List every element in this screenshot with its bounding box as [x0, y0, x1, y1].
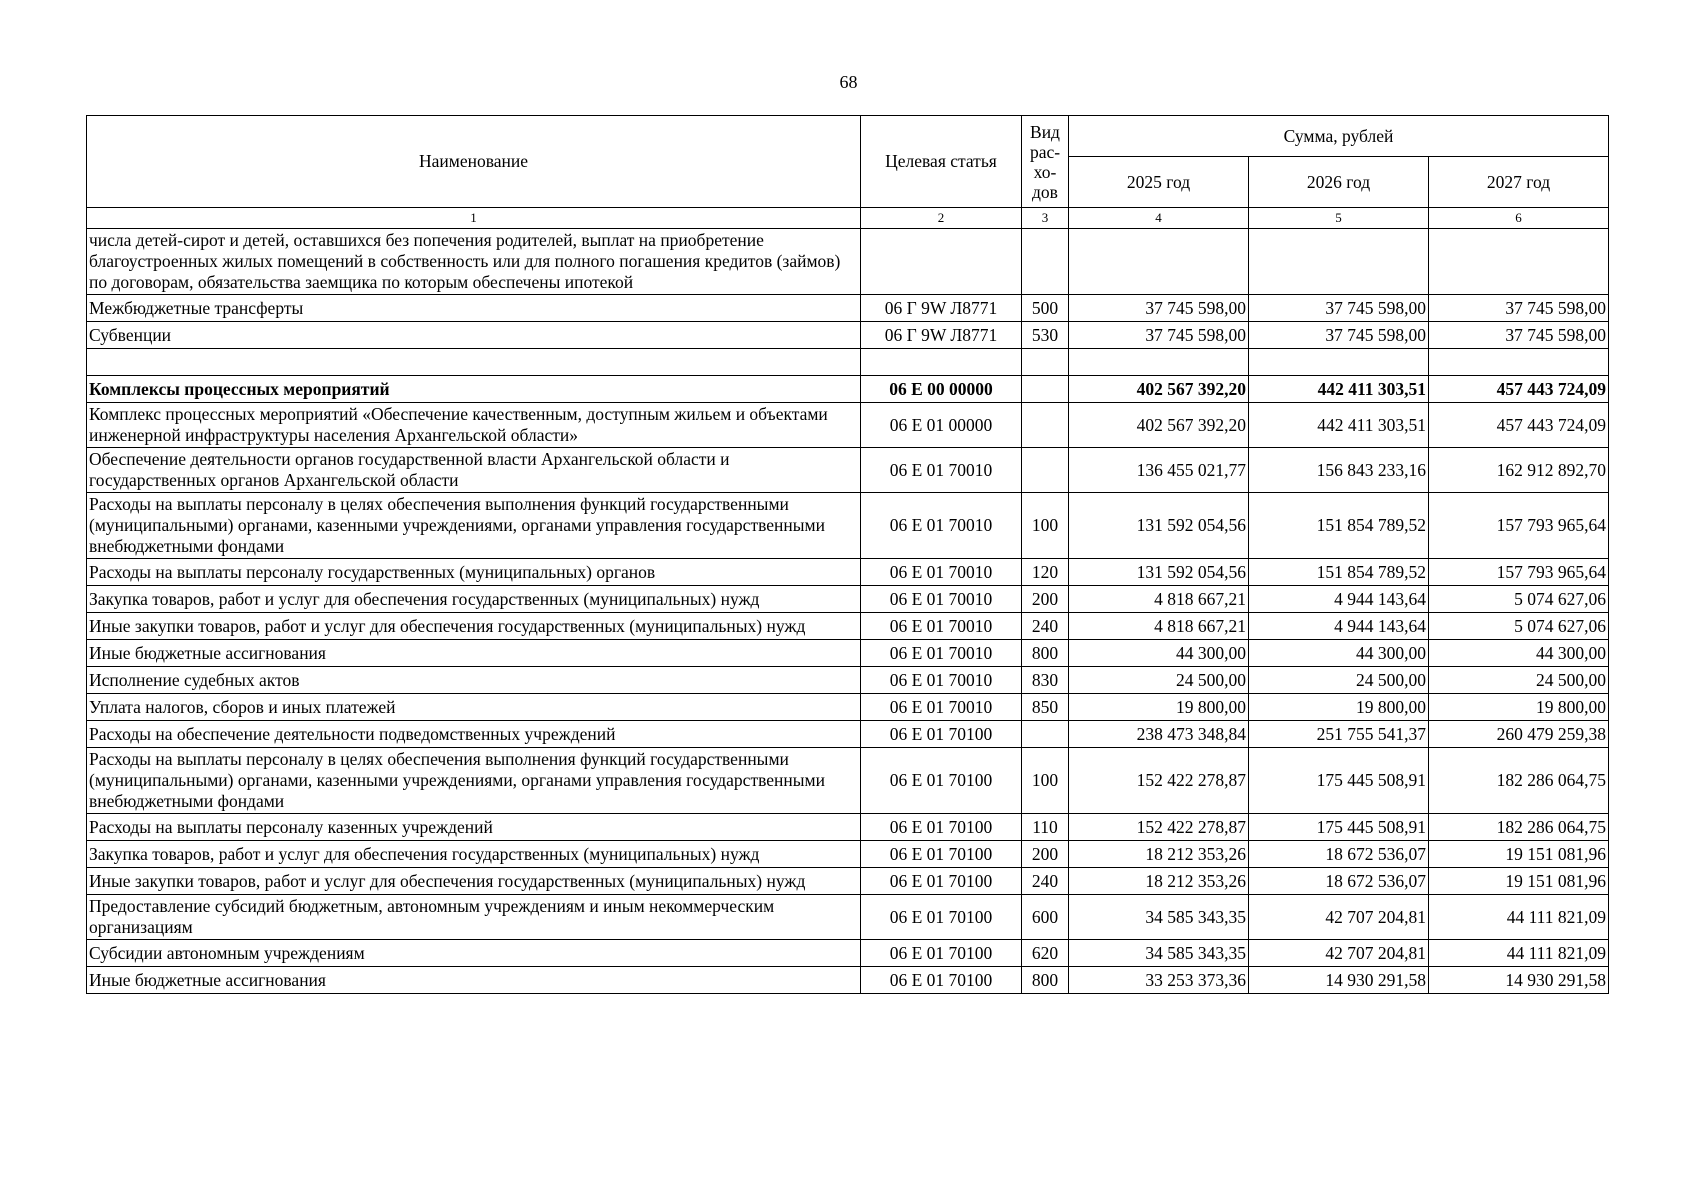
row-sum-2026: 37 745 598,00 — [1249, 295, 1429, 322]
row-sum-2027: 44 111 821,09 — [1429, 940, 1609, 967]
row-name: Комплекс процессных мероприятий «Обеспечение качественным, доступным жильем и объектами инженерной инфраструктуры населения Архангельской области» — [87, 403, 861, 448]
row-sum-2025: 238 473 348,84 — [1069, 721, 1249, 748]
row-target-code: 06 Е 01 70010 — [861, 559, 1022, 586]
row-name: Межбюджетные трансферты — [87, 295, 861, 322]
row-target-code: 06 Е 01 70100 — [861, 814, 1022, 841]
row-target-code: 06 Е 00 00000 — [861, 376, 1022, 403]
row-name: Закупка товаров, работ и услуг для обеспечения государственных (муниципальных) нужд — [87, 841, 861, 868]
header-name: Наименование — [87, 116, 861, 208]
row-sum-2027: 24 500,00 — [1429, 667, 1609, 694]
row-expense-type — [1022, 403, 1069, 448]
row-sum-2027: 182 286 064,75 — [1429, 814, 1609, 841]
row-sum-2026: 4 944 143,64 — [1249, 613, 1429, 640]
page-number: 68 — [839, 72, 858, 92]
row-name: Расходы на выплаты персоналу казенных учреждений — [87, 814, 861, 841]
row-expense-type: 500 — [1022, 295, 1069, 322]
table-row — [87, 721, 1609, 748]
row-expense-type: 200 — [1022, 586, 1069, 613]
row-sum-2025: 34 585 343,35 — [1069, 895, 1249, 940]
column-number: 4 — [1069, 208, 1249, 229]
row-sum-2027: 37 745 598,00 — [1429, 295, 1609, 322]
row-name: Иные бюджетные ассигнования — [87, 640, 861, 667]
row-sum-2026: 19 800,00 — [1249, 694, 1429, 721]
column-number-row — [87, 208, 1609, 229]
row-sum-2026: 4 944 143,64 — [1249, 586, 1429, 613]
header-year-2026: 2026 год — [1249, 157, 1429, 208]
row-sum-2027: 14 930 291,58 — [1429, 967, 1609, 994]
column-number: 6 — [1429, 208, 1609, 229]
row-expense-type: 110 — [1022, 814, 1069, 841]
row-expense-type: 240 — [1022, 868, 1069, 895]
row-sum-2025 — [1069, 229, 1249, 295]
row-sum-2026: 37 745 598,00 — [1249, 322, 1429, 349]
row-name: Обеспечение деятельности органов государственной власти Архангельской области и государственных органов Архангельской области — [87, 448, 861, 493]
row-sum-2025: 402 567 392,20 — [1069, 403, 1249, 448]
row-target-code: 06 Е 01 70100 — [861, 841, 1022, 868]
row-name: Расходы на выплаты персоналу в целях обеспечения выполнения функций государственными (муниципальными) органами, казенными учреждениями, органами управления государственными внебюджетными фондами — [87, 748, 861, 814]
row-sum-2027 — [1429, 229, 1609, 295]
row-sum-2025: 24 500,00 — [1069, 667, 1249, 694]
header-sum: Сумма, рублей — [1069, 116, 1609, 157]
row-sum-2025: 4 818 667,21 — [1069, 586, 1249, 613]
row-sum-2026: 156 843 233,16 — [1249, 448, 1429, 493]
row-sum-2026 — [1249, 349, 1429, 376]
row-name: Иные закупки товаров, работ и услуг для обеспечения государственных (муниципальных) нужд — [87, 868, 861, 895]
row-target-code: 06 Е 01 70100 — [861, 748, 1022, 814]
row-target-code: 06 Е 01 70010 — [861, 640, 1022, 667]
row-sum-2027: 457 443 724,09 — [1429, 376, 1609, 403]
row-name: Расходы на обеспечение деятельности подведомственных учреждений — [87, 721, 861, 748]
row-name — [87, 349, 861, 376]
table-row — [87, 967, 1609, 994]
row-sum-2025: 33 253 373,36 — [1069, 967, 1249, 994]
table-row — [87, 229, 1609, 295]
table-row — [87, 403, 1609, 448]
row-expense-type: 620 — [1022, 940, 1069, 967]
row-name: Предоставление субсидий бюджетным, автономным учреждениям и иным некоммерческим организациям — [87, 895, 861, 940]
row-target-code: 06 Е 01 70010 — [861, 694, 1022, 721]
row-target-code: 06 Е 01 70100 — [861, 868, 1022, 895]
row-expense-type: 800 — [1022, 967, 1069, 994]
row-sum-2027: 19 151 081,96 — [1429, 868, 1609, 895]
row-expense-type: 530 — [1022, 322, 1069, 349]
row-sum-2026: 442 411 303,51 — [1249, 403, 1429, 448]
row-expense-type: 100 — [1022, 493, 1069, 559]
row-name: Субвенции — [87, 322, 861, 349]
row-name: Комплексы процессных мероприятий — [87, 376, 861, 403]
row-sum-2025: 152 422 278,87 — [1069, 814, 1249, 841]
row-target-code: 06 Г 9W Л8771 — [861, 295, 1022, 322]
row-sum-2026: 251 755 541,37 — [1249, 721, 1429, 748]
budget-table — [86, 115, 1609, 994]
row-sum-2027: 44 111 821,09 — [1429, 895, 1609, 940]
table-row — [87, 613, 1609, 640]
table-row — [87, 376, 1609, 403]
row-sum-2026: 42 707 204,81 — [1249, 895, 1429, 940]
table-row — [87, 895, 1609, 940]
table-row — [87, 667, 1609, 694]
row-sum-2025: 402 567 392,20 — [1069, 376, 1249, 403]
row-sum-2025: 131 592 054,56 — [1069, 493, 1249, 559]
column-number: 2 — [861, 208, 1022, 229]
row-sum-2027: 162 912 892,70 — [1429, 448, 1609, 493]
row-target-code: 06 Е 01 70010 — [861, 448, 1022, 493]
row-sum-2025: 19 800,00 — [1069, 694, 1249, 721]
row-expense-type: 850 — [1022, 694, 1069, 721]
row-target-code: 06 Е 01 70010 — [861, 493, 1022, 559]
row-target-code: 06 Е 01 70100 — [861, 721, 1022, 748]
row-target-code — [861, 229, 1022, 295]
row-sum-2025 — [1069, 349, 1249, 376]
row-sum-2027: 5 074 627,06 — [1429, 613, 1609, 640]
row-sum-2026: 14 930 291,58 — [1249, 967, 1429, 994]
row-sum-2027: 260 479 259,38 — [1429, 721, 1609, 748]
row-expense-type — [1022, 229, 1069, 295]
row-target-code: 06 Г 9W Л8771 — [861, 322, 1022, 349]
row-sum-2027: 157 793 965,64 — [1429, 559, 1609, 586]
row-sum-2026: 42 707 204,81 — [1249, 940, 1429, 967]
row-name: Закупка товаров, работ и услуг для обеспечения государственных (муниципальных) нужд — [87, 586, 861, 613]
table-header — [87, 116, 1609, 229]
row-sum-2027: 457 443 724,09 — [1429, 403, 1609, 448]
row-sum-2025: 4 818 667,21 — [1069, 613, 1249, 640]
row-expense-type: 830 — [1022, 667, 1069, 694]
table-row — [87, 322, 1609, 349]
column-number: 3 — [1022, 208, 1069, 229]
row-expense-type — [1022, 376, 1069, 403]
row-target-code: 06 Е 01 70100 — [861, 940, 1022, 967]
header-expense-type: Вид рас- хо- дов — [1022, 116, 1069, 208]
table-row — [87, 748, 1609, 814]
table-row — [87, 349, 1609, 376]
table-row — [87, 640, 1609, 667]
table-row — [87, 868, 1609, 895]
row-sum-2026: 18 672 536,07 — [1249, 841, 1429, 868]
row-expense-type: 600 — [1022, 895, 1069, 940]
row-name: Иные бюджетные ассигнования — [87, 967, 861, 994]
column-number: 1 — [87, 208, 861, 229]
row-expense-type: 120 — [1022, 559, 1069, 586]
row-sum-2025: 34 585 343,35 — [1069, 940, 1249, 967]
table-row — [87, 694, 1609, 721]
row-sum-2026: 175 445 508,91 — [1249, 814, 1429, 841]
row-target-code: 06 Е 01 70010 — [861, 613, 1022, 640]
table-row — [87, 940, 1609, 967]
row-sum-2027: 157 793 965,64 — [1429, 493, 1609, 559]
row-sum-2027 — [1429, 349, 1609, 376]
row-sum-2026: 24 500,00 — [1249, 667, 1429, 694]
table-row — [87, 841, 1609, 868]
table-row — [87, 814, 1609, 841]
row-sum-2027: 19 800,00 — [1429, 694, 1609, 721]
row-name: Исполнение судебных актов — [87, 667, 861, 694]
row-name: Иные закупки товаров, работ и услуг для обеспечения государственных (муниципальных) нужд — [87, 613, 861, 640]
table-body — [87, 229, 1609, 994]
row-sum-2026: 442 411 303,51 — [1249, 376, 1429, 403]
row-name: Уплата налогов, сборов и иных платежей — [87, 694, 861, 721]
row-name: Субсидии автономным учреждениям — [87, 940, 861, 967]
row-target-code — [861, 349, 1022, 376]
row-expense-type: 100 — [1022, 748, 1069, 814]
row-sum-2027: 19 151 081,96 — [1429, 841, 1609, 868]
row-expense-type — [1022, 349, 1069, 376]
header-year-2025: 2025 год — [1069, 157, 1249, 208]
row-sum-2026 — [1249, 229, 1429, 295]
header-code: Целевая статья — [861, 116, 1022, 208]
row-sum-2025: 37 745 598,00 — [1069, 322, 1249, 349]
row-sum-2027: 182 286 064,75 — [1429, 748, 1609, 814]
row-expense-type: 800 — [1022, 640, 1069, 667]
table-row — [87, 295, 1609, 322]
row-sum-2025: 152 422 278,87 — [1069, 748, 1249, 814]
row-name: числа детей-сирот и детей, оставшихся без попечения родителей, выплат на приобретение благоустроенных жилых помещений в собственность или для полного погашения кредитов (займов) по договорам, обязательства заемщика по которым обеспечены ипотекой — [87, 229, 861, 295]
table-row — [87, 448, 1609, 493]
table-row — [87, 586, 1609, 613]
row-sum-2026: 151 854 789,52 — [1249, 493, 1429, 559]
row-expense-type — [1022, 448, 1069, 493]
row-sum-2025: 18 212 353,26 — [1069, 841, 1249, 868]
row-sum-2026: 44 300,00 — [1249, 640, 1429, 667]
row-target-code: 06 Е 01 70010 — [861, 667, 1022, 694]
row-target-code: 06 Е 01 70100 — [861, 895, 1022, 940]
row-sum-2026: 18 672 536,07 — [1249, 868, 1429, 895]
row-sum-2025: 136 455 021,77 — [1069, 448, 1249, 493]
row-sum-2025: 131 592 054,56 — [1069, 559, 1249, 586]
row-sum-2026: 175 445 508,91 — [1249, 748, 1429, 814]
header-year-2027: 2027 год — [1429, 157, 1609, 208]
row-sum-2026: 151 854 789,52 — [1249, 559, 1429, 586]
row-name: Расходы на выплаты персоналу в целях обеспечения выполнения функций государственными (муниципальными) органами, казенными учреждениями, органами управления государственными внебюджетными фондами — [87, 493, 861, 559]
table-row — [87, 493, 1609, 559]
row-sum-2027: 37 745 598,00 — [1429, 322, 1609, 349]
row-sum-2027: 5 074 627,06 — [1429, 586, 1609, 613]
row-expense-type: 240 — [1022, 613, 1069, 640]
row-sum-2025: 18 212 353,26 — [1069, 868, 1249, 895]
row-expense-type — [1022, 721, 1069, 748]
row-name: Расходы на выплаты персоналу государственных (муниципальных) органов — [87, 559, 861, 586]
column-number: 5 — [1249, 208, 1429, 229]
row-sum-2025: 44 300,00 — [1069, 640, 1249, 667]
table-row — [87, 559, 1609, 586]
row-expense-type: 200 — [1022, 841, 1069, 868]
row-target-code: 06 Е 01 70100 — [861, 967, 1022, 994]
row-target-code: 06 Е 01 00000 — [861, 403, 1022, 448]
row-target-code: 06 Е 01 70010 — [861, 586, 1022, 613]
row-sum-2027: 44 300,00 — [1429, 640, 1609, 667]
row-sum-2025: 37 745 598,00 — [1069, 295, 1249, 322]
